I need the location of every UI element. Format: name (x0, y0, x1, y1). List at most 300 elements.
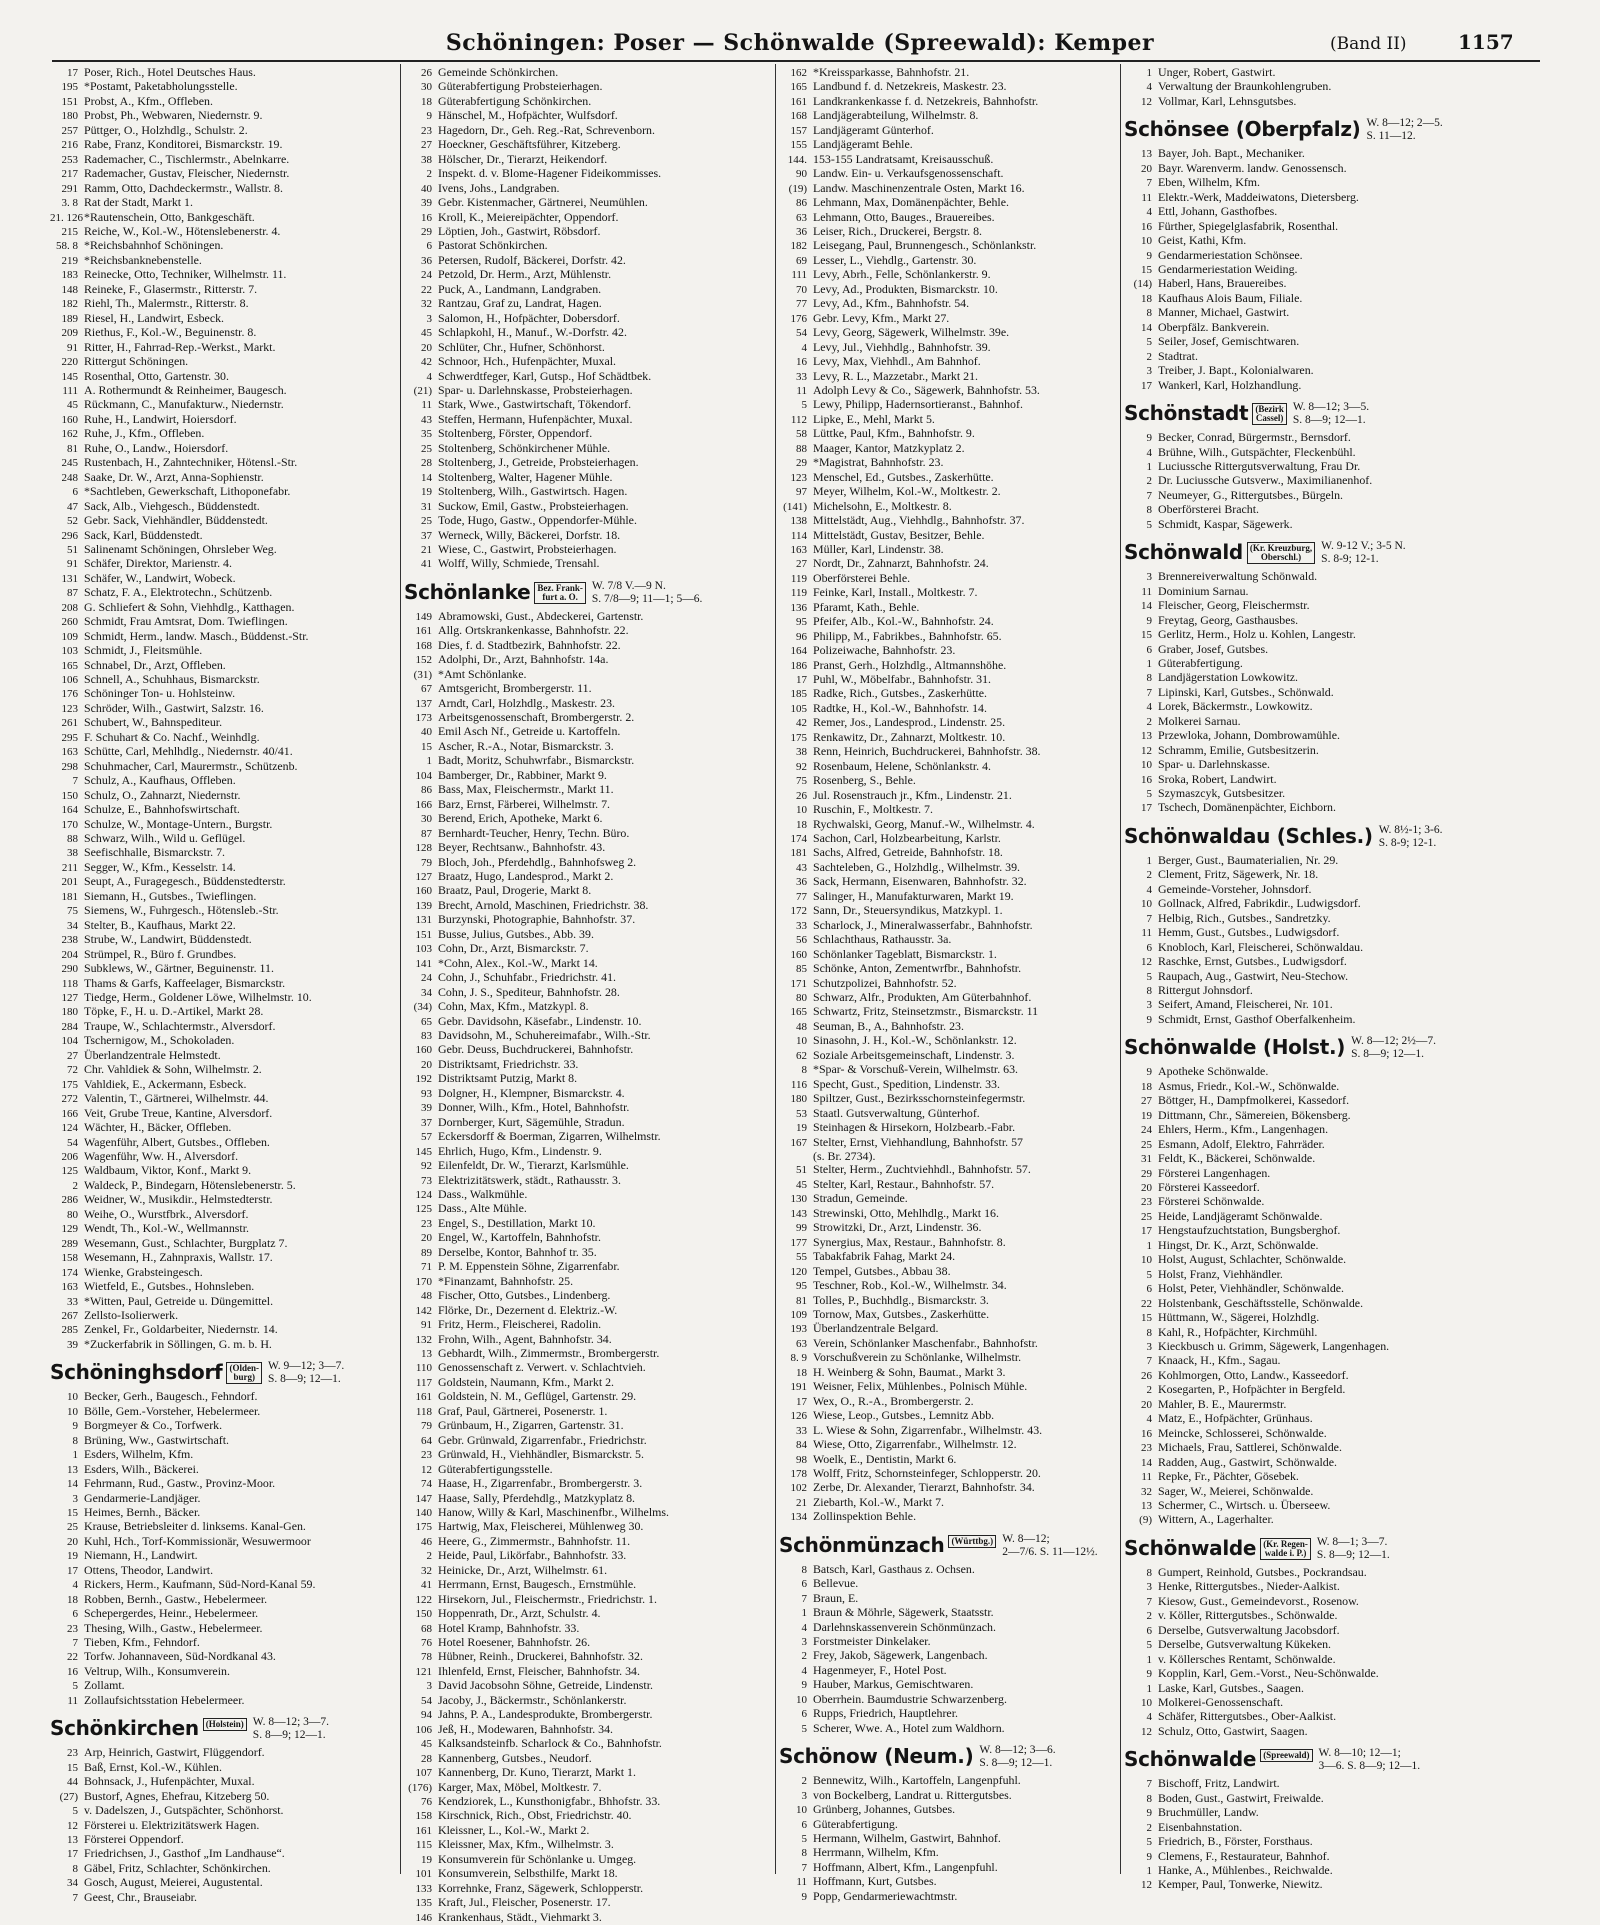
entry-text: Wiese, Leop., Gutsbes., Lemnitz Abb. (813, 1408, 995, 1423)
directory-entry (50, 1520, 396, 1534)
directory-entry (404, 1622, 772, 1636)
phone-number: 11 (796, 384, 807, 397)
directory-entry (404, 124, 772, 138)
phone-number: 9 (1146, 1013, 1152, 1026)
entry-text: Haase, H., Zigarrenfabr., Brombergerstr. 3. (438, 1476, 643, 1491)
phone-number: 181 (61, 890, 78, 903)
entry-text: Tabakfabrik Fahag, Markt 24. (813, 1249, 956, 1264)
phone-number: 35 (421, 428, 432, 441)
phone-number: 71 (421, 1261, 432, 1274)
directory-entry (404, 725, 772, 739)
entry-text: Kopplin, Karl, Gem.-Vorst., Neu-Schönwalde. (1158, 1666, 1379, 1681)
entry-text: Levy, Jul., Viehhdlg., Bahnhofstr. 39. (813, 339, 991, 354)
directory-entry (50, 962, 396, 976)
directory-entry (50, 1419, 396, 1433)
phone-number: 14 (421, 471, 432, 484)
directory-entry (404, 682, 772, 696)
phone-number: 29 (1141, 1167, 1152, 1180)
entry-text: Soziale Arbeitsgemeinschaft, Lindenstr. 3. (813, 1047, 1015, 1062)
phone-number: 291 (61, 182, 78, 195)
directory-entry (779, 66, 1117, 80)
entry-text: Genossenschaft z. Verwert. v. Schlachtvieh. (438, 1360, 646, 1375)
entry-text: Fleischer, Georg, Fleischermstr. (1158, 598, 1310, 613)
phone-number: 145 (61, 370, 78, 383)
directory-entry (404, 182, 772, 196)
entry-text: Amtsgericht, Brombergerstr. 11. (438, 681, 592, 696)
directory-entry (779, 1107, 1117, 1121)
phone-number: 168 (415, 639, 432, 652)
place-heading (1124, 117, 1538, 143)
phone-number: 23 (1141, 1196, 1152, 1209)
entry-text: Stelter, B., Kaufhaus, Markt 22. (84, 917, 236, 932)
phone-number: 11 (67, 1694, 78, 1707)
place-name: Schönstadt (1124, 401, 1249, 426)
phone-number: 94 (421, 1709, 432, 1722)
directory-entry (404, 471, 772, 485)
entry-text: Strube, W., Landwirt, Büddenstedt. (84, 932, 252, 947)
place-name: Schöninghsdorf (50, 1360, 223, 1385)
directory-entry (1124, 912, 1538, 926)
entry-text: Wiese, C., Gastwirt, Probsteierhagen. (438, 541, 617, 556)
phone-number: 150 (415, 1608, 432, 1621)
directory-entry (404, 1607, 772, 1621)
entry-text: Schlachthaus, Rathausstr. 3a. (813, 932, 952, 947)
entry-text: Rychwalski, Georg, Manuf.-W., Wilhelmstr. 4. (813, 816, 1035, 831)
directory-entry (779, 933, 1117, 947)
phone-number: 2 (1146, 1610, 1152, 1623)
directory-entry (779, 673, 1117, 687)
directory-entry (779, 861, 1117, 875)
directory-entry (404, 355, 772, 369)
phone-number: 23 (67, 1622, 78, 1635)
directory-entry (779, 1395, 1117, 1409)
phone-number: 11 (1141, 1471, 1152, 1484)
region-note (226, 1362, 262, 1384)
phone-number: 1 (1146, 1682, 1152, 1695)
entry-text: Hirsekorn, Jul., Fleischermstr., Friedrichstr. 1. (438, 1591, 657, 1606)
entry-text: Knobloch, Karl, Fleischerei, Schönwaldau. (1158, 939, 1364, 954)
directory-entry (779, 1049, 1117, 1063)
directory-entry (404, 1896, 772, 1910)
entry-text: *Magistrat, Bahnhofstr. 23. (813, 455, 944, 470)
service-hours-line: W. 8—12; 2—5. (1366, 117, 1443, 130)
phone-number: 10 (1141, 1696, 1152, 1709)
service-hours-line: 2—7/6. S. 11—12½. (1002, 1545, 1098, 1558)
phone-number: 62 (796, 1049, 807, 1062)
entry-text: Schepergerdes, Heinr., Hebelermeer. (84, 1606, 259, 1621)
directory-entry (1124, 1513, 1538, 1527)
entry-text: Mittelstädt, Aug., Viehhdlg., Bahnhofstr. 37. (813, 513, 1025, 528)
entry-text: Schnoor, Hch., Hufenpächter, Muxal. (438, 354, 617, 369)
directory-entry (779, 1789, 1117, 1803)
directory-entry (50, 1266, 396, 1280)
directory-entry (404, 1361, 772, 1375)
directory-entry (1124, 1268, 1538, 1282)
directory-entry (50, 557, 396, 571)
directory-entry (50, 1833, 396, 1847)
directory-entry (404, 80, 772, 94)
directory-entry (404, 697, 772, 711)
entry-text: Schäfer, Rittergutsbes., Ober-Aalkist. (1158, 1709, 1337, 1724)
entry-text: *Cohn, Alex., Kol.-W., Markt 14. (438, 955, 598, 970)
directory-entry (779, 687, 1117, 701)
phone-number: 8 (1146, 1326, 1152, 1339)
service-hours (1293, 401, 1369, 427)
entry-text: Kieckbusch u. Grimm, Sägewerk, Langenhagen. (1158, 1338, 1390, 1353)
entry-text: Sroka, Robert, Landwirt. (1158, 771, 1277, 786)
phone-number: 38 (421, 153, 432, 166)
phone-number: 67 (421, 683, 432, 696)
entry-text: Kraft, Jul., Fleischer, Posenerstr. 17. (438, 1895, 611, 1910)
entry-text: Wietfeld, E., Gutsbes., Hohnsleben. (84, 1279, 255, 1294)
directory-entry (50, 167, 396, 181)
directory-entry (779, 297, 1117, 311)
phone-number: 11 (421, 399, 432, 412)
directory-entry (404, 1231, 772, 1245)
service-hours-line: W. 8—1; 3—7. (1316, 1535, 1388, 1548)
phone-number: 155 (790, 139, 807, 152)
phone-number: 29 (421, 225, 432, 238)
entry-text: Pranst, Gerh., Holzhdlg., Altmannshöhe. (813, 657, 1007, 672)
directory-entry (1124, 1609, 1538, 1623)
directory-entry (1124, 1094, 1538, 1108)
phone-number: 97 (796, 486, 807, 499)
directory-entry (779, 659, 1117, 673)
phone-number: 152 (415, 654, 432, 667)
place-heading (779, 1533, 1117, 1559)
place-heading (1124, 1747, 1538, 1773)
directory-entry (1124, 744, 1538, 758)
entry-text: Clemens, F., Restaurateur, Bahnhof. (1158, 1848, 1330, 1863)
phone-number: 109 (790, 1308, 807, 1321)
phone-number: 176 (790, 312, 807, 325)
entry-text: Fehrmann, Rud., Gastw., Provinz-Moor. (84, 1476, 276, 1491)
phone-number: 8 (1146, 672, 1152, 685)
directory-entry (1124, 503, 1538, 517)
entry-text: Rittergut Schöningen. (84, 354, 189, 369)
phone-number: 201 (61, 876, 78, 889)
entry-text: Rickers, Herm., Kaufmann, Süd-Nord-Kanal 59. (84, 1577, 316, 1592)
phone-number: 7 (801, 1592, 807, 1605)
directory-entry (1124, 1624, 1538, 1638)
directory-entry (50, 1092, 396, 1106)
entry-text: Hölscher, Dr., Tierarzt, Heikendorf. (438, 151, 608, 166)
entry-text: *Reichsbanknebenstelle. (84, 252, 202, 267)
directory-entry (50, 745, 396, 759)
entry-text: Tiedge, Herm., Goldener Löwe, Wilhelmstr. 10. (84, 990, 312, 1004)
directory-entry (1124, 1682, 1538, 1696)
entry-text: Renn, Heinrich, Buchdruckerei, Bahnhofstr. 38. (813, 744, 1041, 759)
entry-text: Michelsohn, E., Moltkestr. 8. (813, 498, 952, 513)
entry-text: Manner, Michael, Gastwirt. (1158, 305, 1290, 320)
entry-text: Thams & Garfs, Kaffeelager, Bismarckstr. (84, 975, 286, 990)
phone-number: 116 (790, 1078, 807, 1091)
entry-text: Zerbe, Dr. Alexander, Tierarzt, Bahnhofstr. 34. (813, 1480, 1035, 1495)
place-name: Schönlanke (404, 579, 531, 604)
phone-number: 8 (1146, 504, 1152, 517)
entry-text: Batsch, Karl, Gasthaus z. Ochsen. (813, 1561, 975, 1576)
service-hours-line: S. 7/8—9; 11—1; 5—6. (591, 592, 703, 605)
phone-number: 4 (1146, 1413, 1152, 1426)
place-heading (50, 1360, 396, 1386)
entry-text: Gebr. Grünwald, Zigarrenfabr., Friedrichstr. (438, 1432, 647, 1447)
phone-number: 5 (801, 399, 807, 412)
place-name: Schönwald (1124, 540, 1243, 565)
entry-text: Laske, Karl, Gutsbes., Saagen. (1158, 1680, 1304, 1695)
entry-text: Staatl. Gutsverwaltung, Günterhof. (813, 1105, 980, 1120)
entry-text: Stadtrat. (1158, 348, 1198, 363)
entry-text: Puhl, W., Möbelfabr., Bahnhofstr. 31. (813, 672, 992, 687)
phone-number: 16 (421, 211, 432, 224)
phone-number: 245 (61, 457, 78, 470)
entry-text: Hartwig, Max, Fleischerei, Mühlenweg 30. (438, 1519, 644, 1534)
entry-text: Forstmeister Dinkelaker. (813, 1634, 931, 1649)
phone-number: 74 (421, 1478, 432, 1491)
entry-text: Seupt, A., Furagegesch., Büddenstedterstr. (84, 874, 286, 889)
phone-number: 111 (62, 384, 78, 397)
entry-text: Helbig, Rich., Gutsbes., Sandretzky. (1158, 910, 1331, 925)
phone-number: 161 (415, 625, 432, 638)
entry-text: Stoltenberg, Förster, Oppendorf. (438, 426, 593, 441)
directory-entry (404, 754, 772, 768)
directory-entry (779, 1649, 1117, 1663)
phone-number: 4 (426, 370, 432, 383)
phone-number: 26 (1141, 1369, 1152, 1382)
directory-entry (50, 95, 396, 109)
directory-entry (404, 413, 772, 427)
phone-number: 18 (1141, 1080, 1152, 1093)
phone-number: 5 (72, 1805, 78, 1818)
entry-text: Riehl, Th., Malermstr., Ritterstr. 8. (84, 296, 249, 311)
entry-text: Gäbel, Fritz, Schlachter, Schönkirchen. (84, 1860, 271, 1875)
directory-entry (404, 1679, 772, 1693)
phone-number: 182 (61, 298, 78, 311)
entry-text: Apotheke Schönwalde. (1158, 1064, 1269, 1079)
directory-entry (1124, 1297, 1538, 1311)
entry-text: Petersen, Rudolf, Bäckerei, Dorfstr. 42. (438, 252, 626, 267)
entry-text: Goldstein, Naumann, Kfm., Markt 2. (438, 1374, 615, 1389)
directory-entry (50, 1193, 396, 1207)
phone-number: 122 (415, 1593, 432, 1606)
phone-number: 4 (1146, 1711, 1152, 1724)
directory-entry (404, 1506, 772, 1520)
directory-entry (404, 1159, 772, 1173)
directory-entry (50, 1005, 396, 1019)
phone-number: 3 (1146, 571, 1152, 584)
phone-number: 1 (1146, 1865, 1152, 1878)
phone-number: 99 (796, 1222, 807, 1235)
phone-number: 2 (1146, 869, 1152, 882)
directory-entry (1124, 1821, 1538, 1835)
phone-number: 118 (415, 1405, 432, 1418)
directory-entry (50, 919, 396, 933)
directory-entry (404, 1650, 772, 1664)
directory-entry (779, 1890, 1117, 1904)
phone-number: 3 (801, 1789, 807, 1802)
entry-text: Sack, Hermann, Eisenwaren, Bahnhofstr. 32. (813, 874, 1027, 889)
entry-text: Weidner, W., Musikdir., Helmstedterstr. (84, 1192, 273, 1207)
phone-number: 141 (415, 957, 432, 970)
phone-number: 132 (415, 1333, 432, 1346)
entry-text: Molkerei-Genossenschaft. (1158, 1694, 1284, 1709)
directory-entry (404, 653, 772, 667)
phone-number: 34 (421, 986, 432, 999)
directory-entry (50, 109, 396, 123)
entry-text: Jacoby, J., Bäckermstr., Schönlankerstr. (438, 1692, 627, 1707)
entry-text: Pastorat Schönkirchen. (438, 238, 548, 253)
directory-entry (779, 1178, 1117, 1192)
phone-number: 9 (1146, 1807, 1152, 1820)
phone-number: 32 (421, 298, 432, 311)
directory-entry (1124, 1326, 1538, 1340)
entry-text: *Postamt, Paketabholungsstelle. (84, 79, 238, 94)
service-hours (1317, 1536, 1390, 1562)
entry-text: *Rautenschein, Otto, Bankgeschäft. (84, 209, 255, 224)
phone-number: 168 (790, 110, 807, 123)
directory-entry (404, 1549, 772, 1563)
directory-entry (779, 500, 1117, 514)
phone-number: 9 (1146, 1066, 1152, 1079)
phone-number: 2 (426, 1550, 432, 1563)
directory-entry (779, 1409, 1117, 1423)
directory-entry (50, 1761, 396, 1775)
entry-text: Szymaszcyk, Gutsbesitzer. (1158, 786, 1286, 801)
directory-entry (779, 1722, 1117, 1736)
phone-number: 173 (415, 712, 432, 725)
entry-text: Mittelstädt, Gustav, Besitzer, Behle. (813, 527, 985, 542)
phone-number: 25 (1141, 1138, 1152, 1151)
phone-number: 39 (421, 1102, 432, 1115)
phone-number: 3 (1146, 1581, 1152, 1594)
phone-number: (14) (1133, 278, 1152, 291)
entry-text: Stoltenberg, J., Getreide, Probsteierhagen. (438, 455, 639, 470)
phone-number: 286 (61, 1194, 78, 1207)
phone-number: 32 (421, 1564, 432, 1577)
phone-number: 8 (72, 1862, 78, 1875)
region-note (203, 1718, 247, 1731)
directory-entry (404, 239, 772, 253)
entry-text: H. Weinberg & Sohn, Baumat., Markt 3. (813, 1364, 1006, 1379)
entry-text: Waldbaum, Viktor, Konf., Markt 9. (84, 1163, 252, 1178)
phone-number: 10 (796, 1693, 807, 1706)
phone-number: 150 (61, 789, 78, 802)
directory-entry (404, 942, 772, 956)
entry-text: Allg. Ortskrankenkasse, Bahnhofstr. 22. (438, 623, 629, 638)
entry-text: Gosch, August, Meierei, Augustental. (84, 1875, 263, 1890)
phone-number: 81 (67, 442, 78, 455)
phone-number: 298 (61, 760, 78, 773)
directory-entry (404, 456, 772, 470)
entry-text: Steinhagen & Hirsekorn, Holzbearb.-Fabr. (813, 1120, 1016, 1135)
phone-number: 19 (1141, 1109, 1152, 1122)
phone-number: 80 (796, 992, 807, 1004)
phone-number: 1 (1146, 67, 1152, 79)
entry-text: Grünberg, Johannes, Gutsbes. (813, 1802, 956, 1817)
phone-number: 123 (790, 471, 807, 484)
phone-number: 110 (415, 1362, 432, 1375)
service-hours-line: W. 9—12; 3—7. (267, 1360, 345, 1373)
directory-entry (779, 427, 1117, 441)
phone-number: 6 (1146, 643, 1152, 656)
entry-text: Esders, Wilh., Bäckerei. (84, 1461, 199, 1476)
entry-text: Brüning, Ww., Gastwirtschaft. (84, 1432, 229, 1447)
phone-number: 6 (426, 240, 432, 253)
directory-entry (50, 803, 396, 817)
service-hours-line: W. 7/8 V.—9 N. (591, 579, 666, 592)
entry-text: Holst, Peter, Viehhändler, Schönwalde. (1158, 1281, 1345, 1296)
entry-text: Güterabfertigung Schönkirchen. (438, 93, 592, 108)
phone-number: 10 (1141, 235, 1152, 248)
directory-entry (404, 1390, 772, 1404)
phone-number: (19) (788, 182, 807, 195)
phone-number: 12 (1141, 95, 1152, 108)
directory-entry (1124, 1878, 1538, 1892)
entry-text: *Kreissparkasse, Bahnhofstr. 21. (813, 65, 970, 79)
directory-entry (50, 977, 396, 991)
phone-number: 16 (796, 356, 807, 369)
directory-entry (50, 355, 396, 369)
directory-entry (1124, 1210, 1538, 1224)
region-note (1252, 403, 1287, 425)
phone-number: 13 (67, 1834, 78, 1847)
entry-text: Försterei Schönwalde. (1158, 1194, 1265, 1209)
entry-text: Suckow, Emil, Gastw., Probsteierhagen. (438, 498, 629, 513)
directory-entry (1124, 306, 1538, 320)
entry-text: Mahler, B. E., Maurermstr. (1158, 1396, 1287, 1411)
entry-text: Feinke, Karl, Install., Moltkestr. 7. (813, 585, 978, 600)
directory-entry (50, 601, 396, 615)
phone-number: 284 (61, 1020, 78, 1033)
phone-number: 31 (1141, 1153, 1152, 1166)
entry-text: Landjägeramt Günterhof. (813, 122, 934, 137)
directory-entry (779, 442, 1117, 456)
phone-number: 183 (61, 269, 78, 282)
phone-number: 65 (421, 1015, 432, 1028)
directory-entry (779, 312, 1117, 326)
phone-number: 14 (67, 1478, 78, 1491)
directory-entry (50, 687, 396, 701)
entry-text: Flörke, Dr., Dezernent d. Elektriz.-W. (438, 1302, 618, 1317)
directory-entry (779, 1577, 1117, 1591)
entry-text: A. Rothermundt & Reinheimer, Baugesch. (84, 382, 287, 397)
entry-text: Cohn, J., Schuhfabr., Friedrichstr. 41. (438, 970, 617, 985)
entry-text: Gerlitz, Herm., Holz u. Kohlen, Langestr. (1158, 627, 1356, 642)
entry-text: Lesser, L., Viehdlg., Gartenstr. 30. (813, 252, 977, 267)
phone-number: 296 (61, 529, 78, 542)
entry-text: Radtke, H., Kol.-W., Bahnhofstr. 14. (813, 700, 987, 715)
directory-entry (50, 283, 396, 297)
phone-number: 139 (415, 899, 432, 912)
entry-text: v. Köller, Rittergutsbes., Schönwalde. (1158, 1608, 1338, 1623)
phone-number: 6 (72, 486, 78, 499)
entry-text: Lorek, Bäckermstr., Lowkowitz. (1158, 699, 1313, 714)
entry-text: Saake, Dr. W., Arzt, Anna-Sophienstr. (84, 469, 264, 484)
entry-text: Poser, Rich., Hotel Deutsches Haus. (84, 65, 256, 79)
directory-entry (779, 1207, 1117, 1221)
entry-text: Schnabel, Dr., Arzt, Offleben. (84, 657, 226, 672)
entry-text: Schuhmacher, Carl, Maurermstr., Schützenb. (84, 758, 298, 773)
entry-text: Davidsohn, M., Schuhereimafabr., Wilh.-Str. (438, 1028, 651, 1042)
phone-number: 217 (61, 168, 78, 181)
directory-entry (404, 957, 772, 971)
phone-number: 24 (421, 269, 432, 282)
directory-entry (1124, 66, 1538, 80)
phone-number: 89 (421, 1246, 432, 1259)
entry-text: Rantzau, Graf zu, Landrat, Hagen. (438, 296, 602, 311)
directory-entry (779, 1150, 1117, 1163)
directory-entry (50, 572, 396, 586)
entry-text: Schatz, F. A., Elektrotechn., Schützenb. (84, 585, 273, 600)
